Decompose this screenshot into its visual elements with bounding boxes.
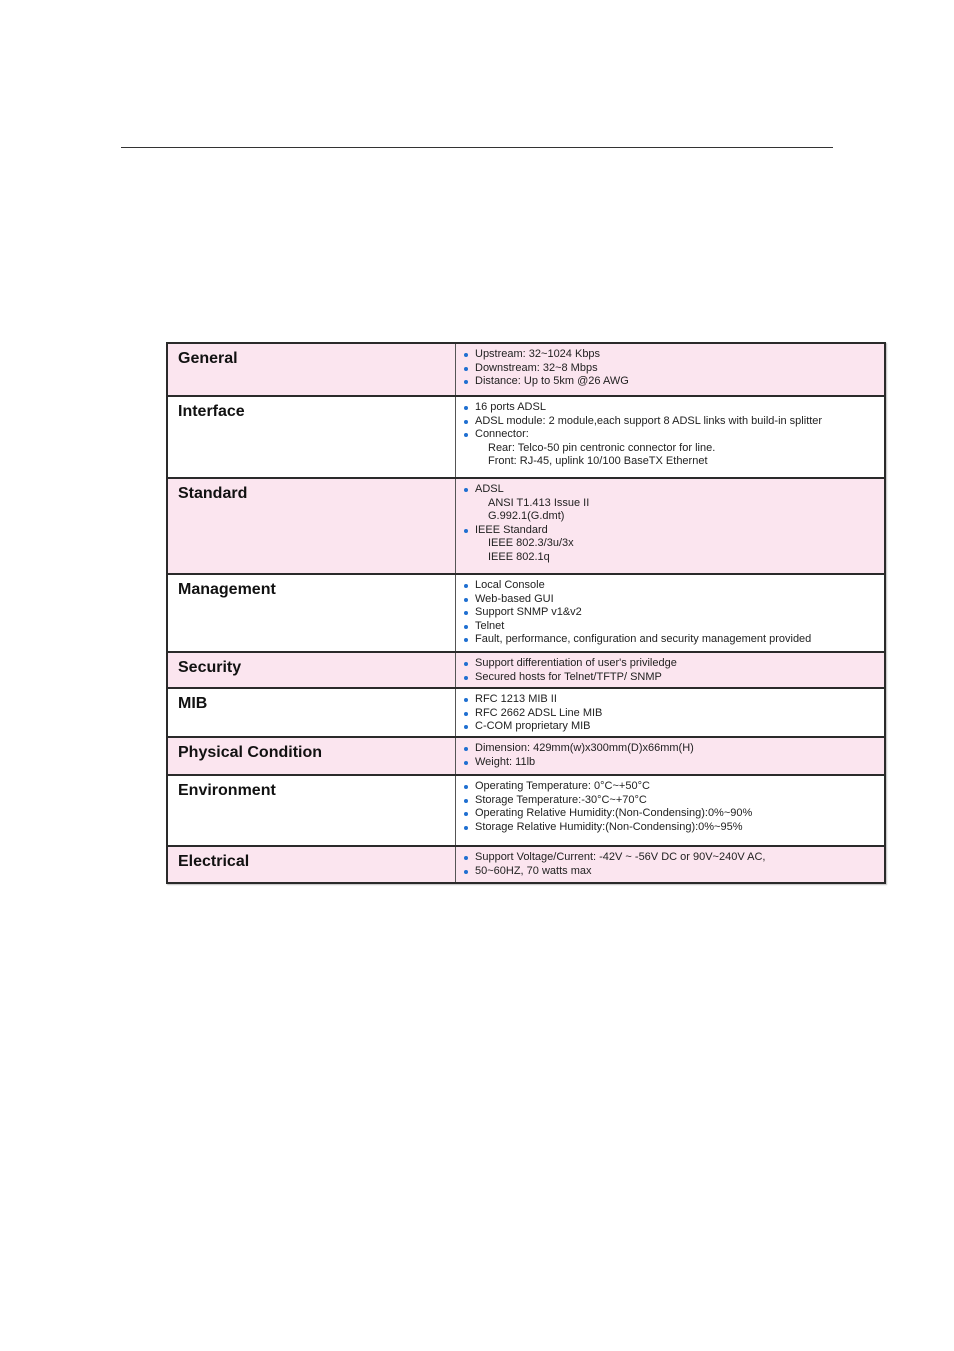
bullet-dot-icon — [464, 488, 468, 492]
spec-category-label: Security — [168, 653, 456, 687]
spec-bullet-item — [462, 707, 878, 721]
spec-bullet-item — [462, 524, 878, 538]
spec-details — [456, 344, 884, 395]
spec-bullet-item — [462, 794, 878, 808]
spec-details — [456, 776, 884, 845]
spec-bullet-item — [462, 606, 878, 620]
bullet-dot-icon — [464, 625, 468, 629]
bullet-dot-icon — [464, 725, 468, 729]
spec-bullet-item — [462, 633, 878, 647]
spec-item-text: 16 ports ADSL — [475, 401, 546, 413]
spec-item-text: Operating Relative Humidity:(Non-Condensing):0%~90% — [475, 807, 753, 819]
bullet-dot-icon — [464, 676, 468, 680]
spec-item-text: Fault, performance, configuration and security management provided — [475, 633, 812, 645]
spec-row — [168, 575, 884, 653]
spec-sub-item — [462, 510, 878, 524]
spec-details — [456, 479, 884, 573]
header-rule — [121, 147, 833, 148]
spec-item-text: Front: RJ-45, uplink 10/100 BaseTX Ethernet — [488, 455, 708, 467]
spec-row — [168, 847, 884, 882]
spec-item-text: Storage Temperature:-30°C~+70°C — [475, 793, 647, 806]
bullet-dot-icon — [464, 747, 468, 751]
bullet-dot-icon — [464, 529, 468, 533]
spec-row — [168, 479, 884, 575]
spec-item-text: Rear: Telco-50 pin centronic connector for line. — [488, 441, 716, 454]
spec-bullet-item — [462, 415, 878, 429]
spec-item-text: Weight: 11lb — [475, 755, 536, 768]
bullet-dot-icon — [464, 380, 468, 384]
spec-bullet-item — [462, 362, 878, 376]
bullet-dot-icon — [464, 785, 468, 789]
bullet-dot-icon — [464, 870, 468, 874]
spec-details — [456, 653, 884, 687]
spec-category-label: Interface — [168, 397, 456, 477]
spec-bullet-item — [462, 620, 878, 634]
spec-details — [456, 689, 884, 736]
spec-row — [168, 653, 884, 689]
bullet-dot-icon — [464, 611, 468, 615]
bullet-dot-icon — [464, 584, 468, 588]
spec-item-text: Telnet — [475, 619, 505, 632]
spec-item-text: G.992.1(G.dmt) — [488, 510, 565, 522]
bullet-dot-icon — [464, 420, 468, 424]
spec-item-text: 50~60HZ, 70 watts max — [475, 864, 592, 877]
spec-item-text: Downstream: 32~8 Mbps — [475, 361, 598, 374]
bullet-dot-icon — [464, 712, 468, 716]
spec-row — [168, 738, 884, 776]
spec-sub-item — [462, 551, 878, 565]
spec-bullet-item — [462, 579, 878, 593]
spec-bullet-item — [462, 756, 878, 770]
spec-bullet-item — [462, 671, 878, 685]
spec-details — [456, 575, 884, 651]
spec-category-label: Electrical — [168, 847, 456, 882]
spec-item-text: Dimension: 429mm(w)x300mm(D)x66mm(H) — [475, 742, 694, 754]
spec-category-label: MIB — [168, 689, 456, 736]
bullet-dot-icon — [464, 638, 468, 642]
spec-category-label: Environment — [168, 776, 456, 845]
spec-item-text: ANSI T1.413 Issue II — [488, 496, 590, 509]
spec-category-label: Standard — [168, 479, 456, 573]
spec-item-text: Distance: Up to 5km @26 AWG — [475, 375, 629, 387]
spec-bullet-item — [462, 375, 878, 389]
spec-item-text: IEEE Standard — [475, 523, 548, 536]
bullet-dot-icon — [464, 406, 468, 410]
spec-details — [456, 738, 884, 774]
spec-bullet-item — [462, 851, 878, 865]
spec-item-text: RFC 2662 ADSL Line MIB — [475, 706, 603, 719]
spec-item-text: Storage Relative Humidity:(Non-Condensing):0%~95% — [475, 820, 743, 833]
bullet-dot-icon — [464, 856, 468, 860]
spec-bullet-item — [462, 742, 878, 756]
spec-item-text: ADSL module: 2 module,each support 8 ADSL links with build-in splitter — [475, 414, 823, 427]
spec-sub-item — [462, 442, 878, 456]
spec-bullet-item — [462, 865, 878, 879]
spec-item-text: RFC 1213 MIB II — [475, 693, 557, 705]
spec-item-text: IEEE 802.3/3u/3x — [488, 537, 574, 549]
spec-category-label: Management — [168, 575, 456, 651]
bullet-dot-icon — [464, 812, 468, 816]
spec-item-text: Local Console — [475, 579, 545, 591]
bullet-dot-icon — [464, 433, 468, 437]
bullet-dot-icon — [464, 353, 468, 357]
spec-item-text: Support differentiation of user's priviledge — [475, 657, 677, 669]
spec-bullet-item — [462, 821, 878, 835]
spec-bullet-item — [462, 483, 878, 497]
spec-item-text: Connector: — [475, 428, 529, 440]
spec-bullet-item — [462, 720, 878, 734]
spec-sub-item — [462, 455, 878, 469]
spec-sub-item — [462, 497, 878, 511]
spec-row — [168, 344, 884, 397]
bullet-dot-icon — [464, 761, 468, 765]
spec-item-text: Support Voltage/Current: -42V ~ -56V DC or 90V~240V AC, — [475, 851, 766, 863]
spec-item-text: IEEE 802.1q — [488, 550, 550, 563]
bullet-dot-icon — [464, 367, 468, 371]
spec-row — [168, 776, 884, 847]
spec-bullet-item — [462, 807, 878, 821]
bullet-dot-icon — [464, 698, 468, 702]
spec-item-text: Secured hosts for Telnet/TFTP/ SNMP — [475, 670, 662, 683]
spec-item-text: C-COM proprietary MIB — [475, 720, 591, 732]
spec-category-label: General — [168, 344, 456, 395]
spec-details — [456, 397, 884, 477]
spec-item-text: Operating Temperature: 0°C~+50°C — [475, 780, 650, 792]
spec-row — [168, 689, 884, 738]
spec-bullet-item — [462, 693, 878, 707]
spec-details — [456, 847, 884, 882]
spec-bullet-item — [462, 348, 878, 362]
spec-bullet-item — [462, 428, 878, 442]
spec-item-text: Web-based GUI — [475, 592, 554, 605]
spec-item-text: ADSL — [475, 483, 504, 495]
spec-category-label: Physical Condition — [168, 738, 456, 774]
bullet-dot-icon — [464, 826, 468, 830]
spec-bullet-item — [462, 401, 878, 415]
bullet-dot-icon — [464, 662, 468, 666]
spec-bullet-item — [462, 657, 878, 671]
spec-bullet-item — [462, 593, 878, 607]
spec-item-text: Support SNMP v1&v2 — [475, 606, 582, 618]
bullet-dot-icon — [464, 598, 468, 602]
spec-item-text: Upstream: 32~1024 Kbps — [475, 348, 601, 360]
spec-sub-item — [462, 537, 878, 551]
spec-row — [168, 397, 884, 479]
spec-bullet-item — [462, 780, 878, 794]
specification-table — [166, 342, 886, 884]
bullet-dot-icon — [464, 799, 468, 803]
